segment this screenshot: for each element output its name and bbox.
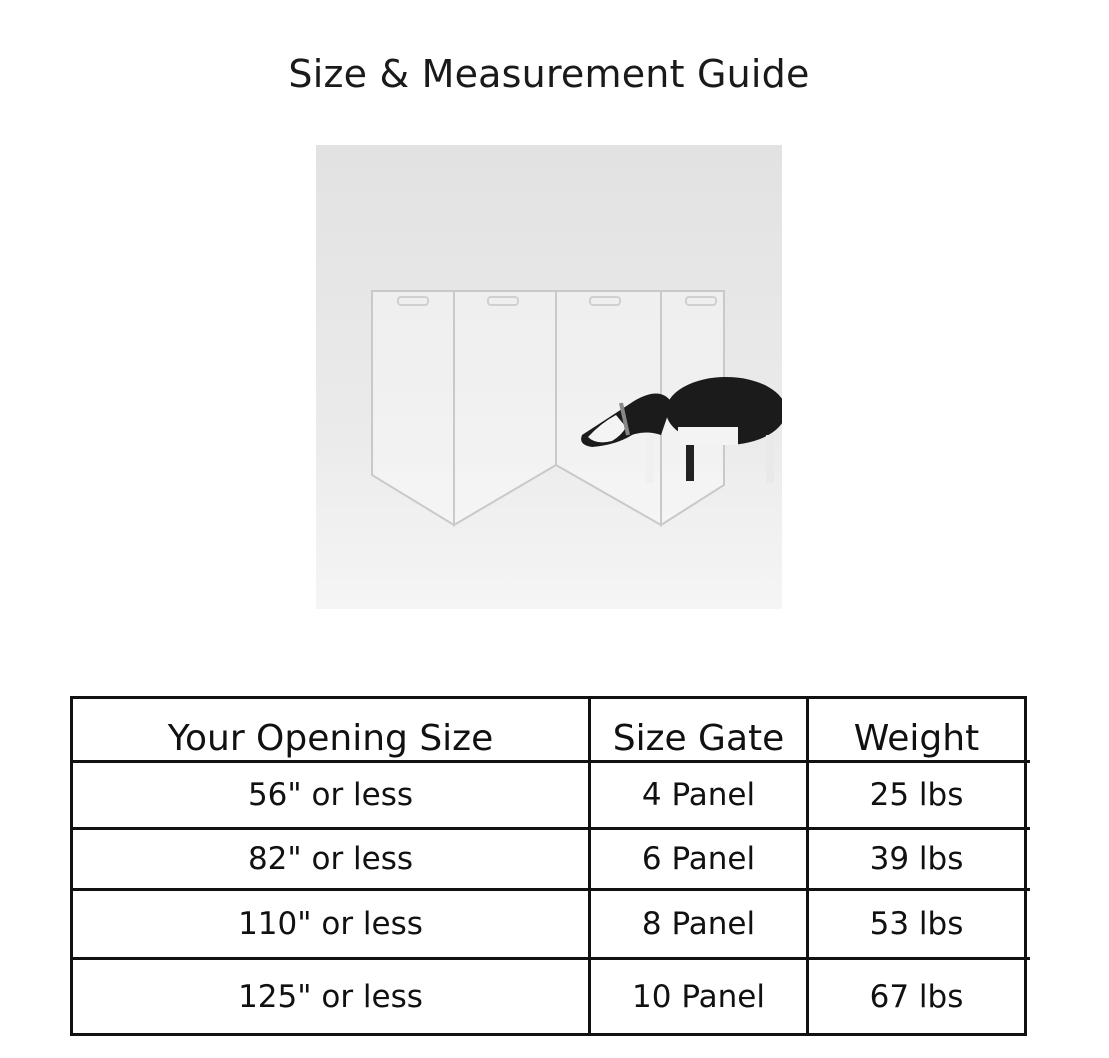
weight-cell: 53 lbs	[809, 891, 1027, 957]
table-row	[73, 763, 1030, 830]
opening-size-cell: 56" or less	[73, 763, 591, 827]
opening-size-cell: 82" or less	[73, 830, 591, 888]
opening-size-cell: 125" or less	[73, 960, 591, 1033]
weight-cell: 25 lbs	[809, 763, 1027, 827]
header-opening-size: Your Opening Size	[73, 699, 591, 760]
weight-cell: 39 lbs	[809, 830, 1027, 888]
table-row	[73, 891, 1030, 960]
table-row	[73, 830, 1030, 891]
page-title: Size & Measurement Guide	[288, 52, 810, 96]
size-gate-cell: 6 Panel	[591, 830, 809, 888]
size-gate-cell: 4 Panel	[591, 763, 809, 827]
table-header-row	[73, 699, 1030, 763]
size-table	[70, 696, 1027, 1036]
size-gate-cell: 8 Panel	[591, 891, 809, 957]
product-photo	[316, 145, 782, 609]
header-weight: Weight	[809, 699, 1027, 760]
weight-cell: 67 lbs	[809, 960, 1027, 1033]
table-row	[73, 960, 1030, 1033]
gate-photo-icon	[316, 145, 782, 609]
opening-size-cell: 110" or less	[73, 891, 591, 957]
size-gate-cell: 10 Panel	[591, 960, 809, 1033]
header-size-gate: Size Gate	[591, 699, 809, 760]
